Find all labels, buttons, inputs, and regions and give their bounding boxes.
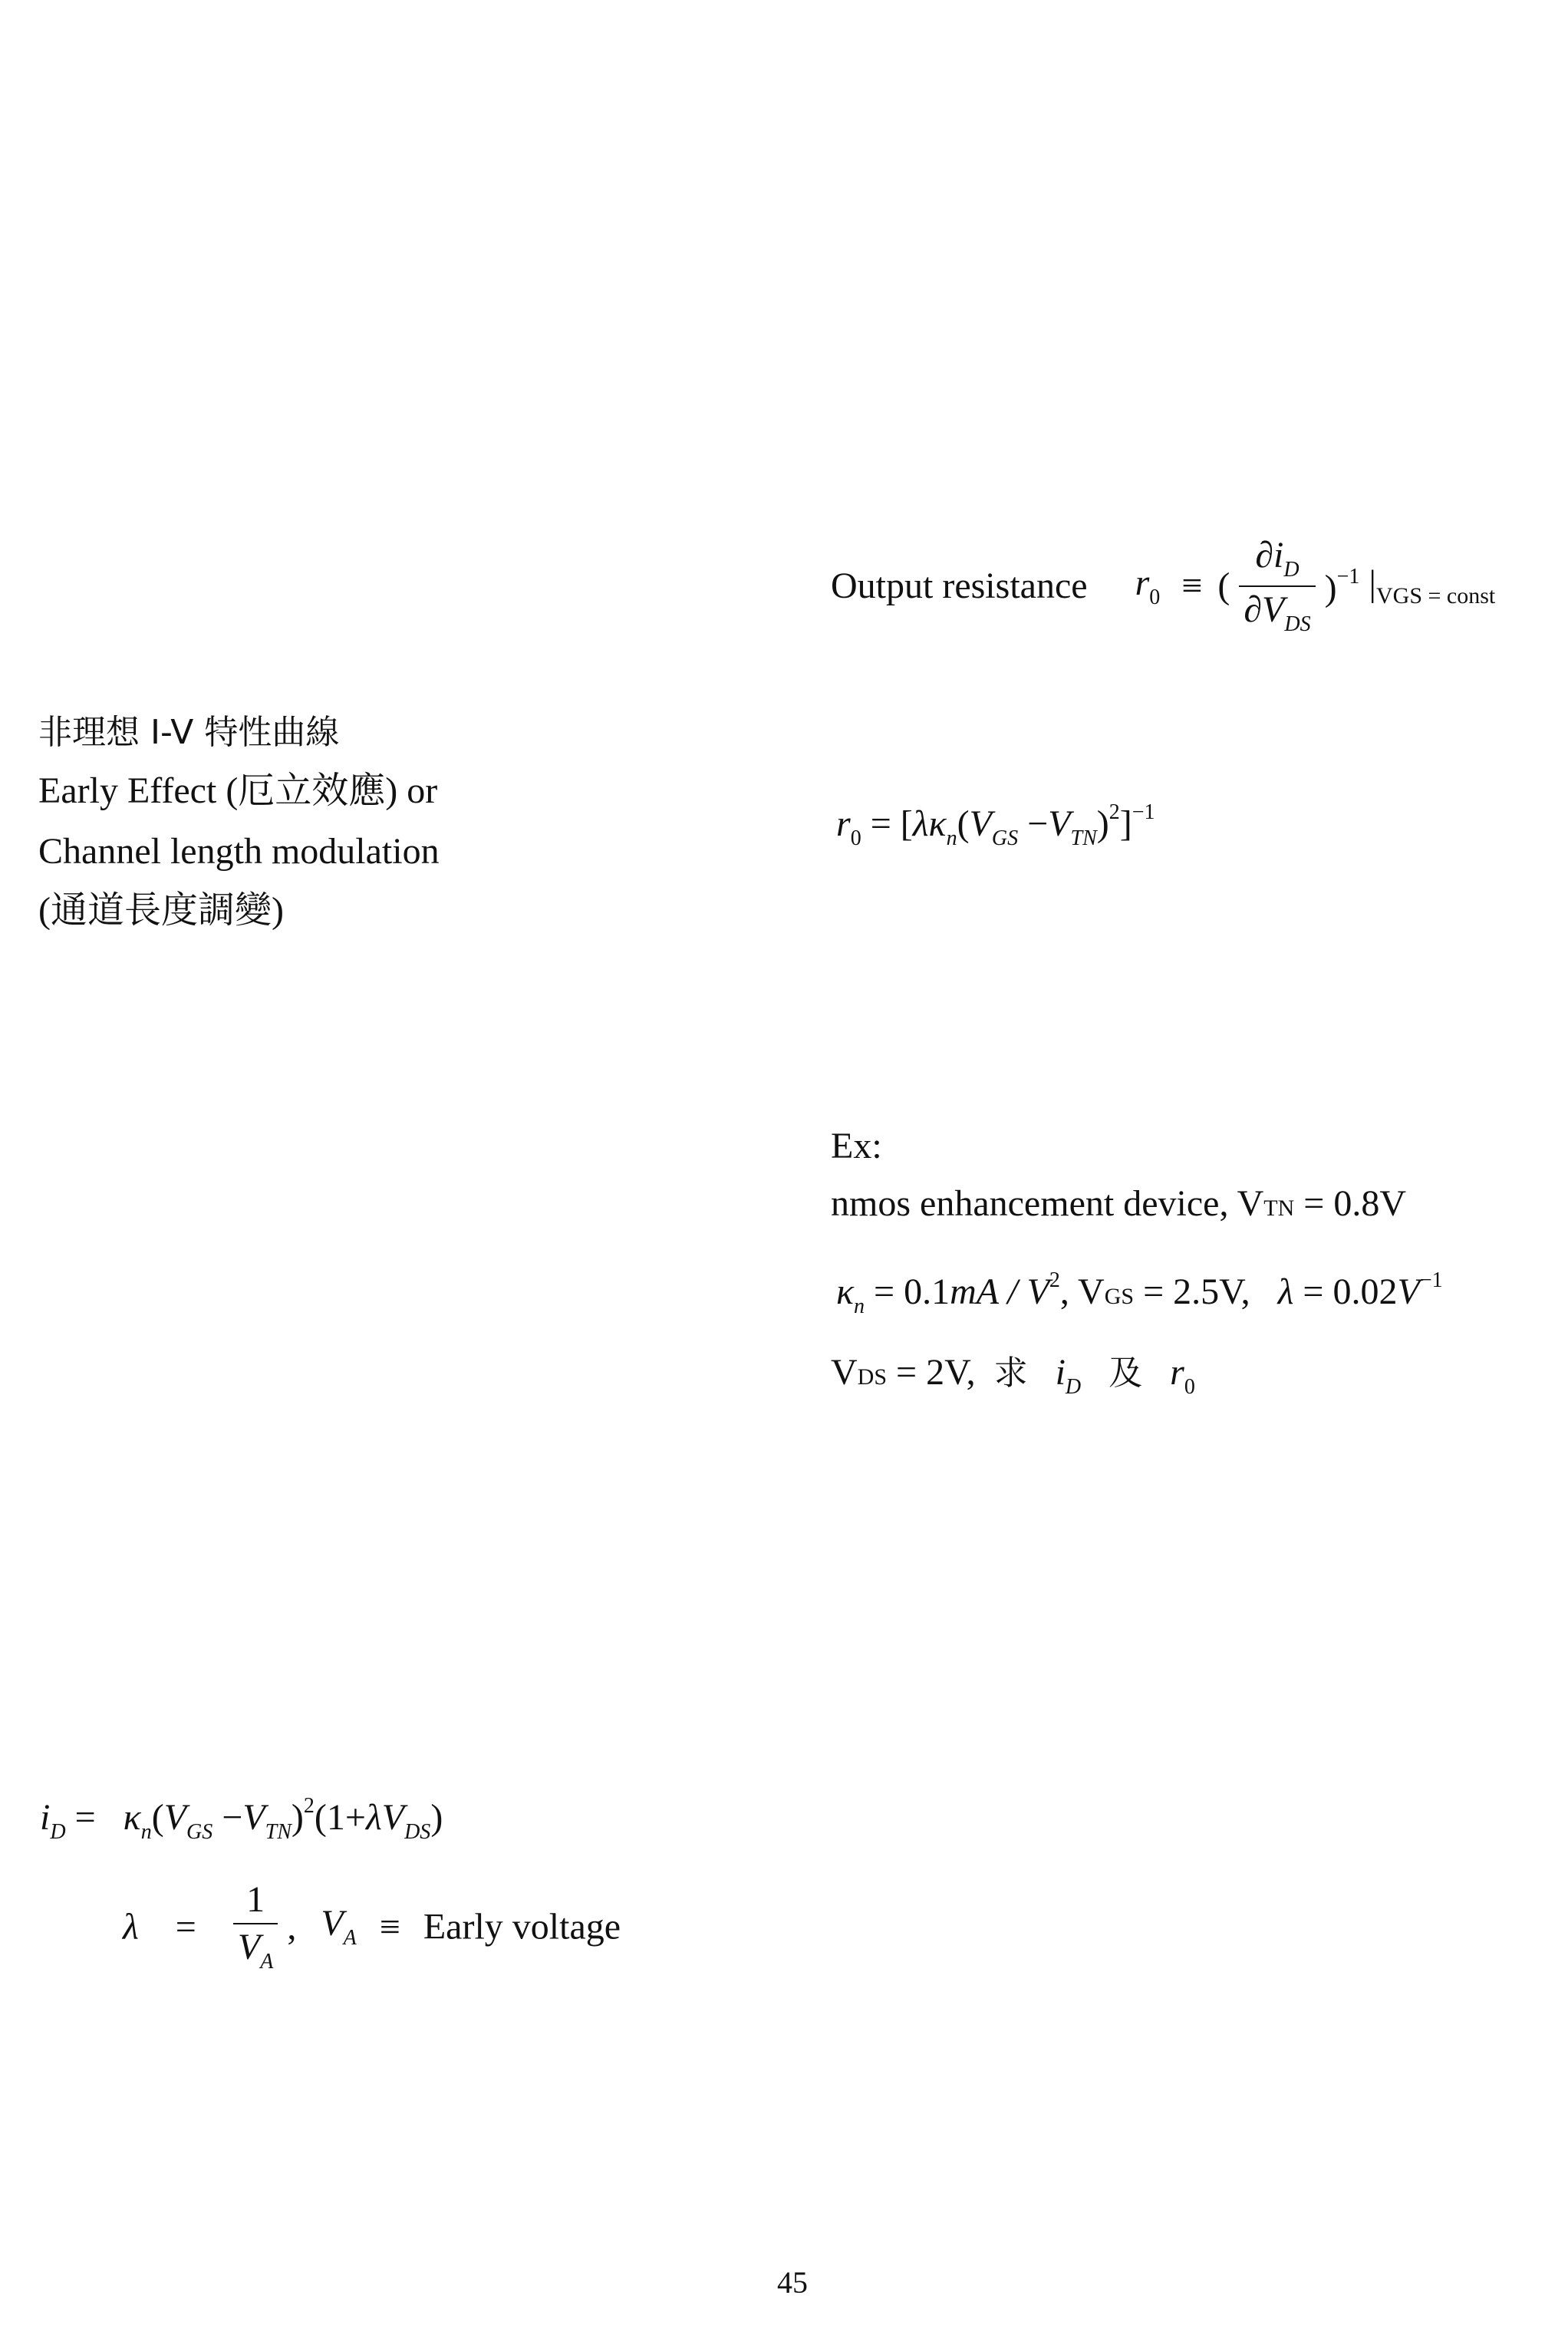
heading-line-4: (通道長度調變) <box>38 890 284 931</box>
heading-line-2: Early Effect (厄立效應) or <box>38 770 438 811</box>
lambda-fraction: $\frac{1}{V_A}$ <box>233 1881 278 1973</box>
early-voltage-label: Early voltage <box>423 1906 621 1947</box>
example-line-1: nmos enhancement device, VTN = 0.8V <box>831 1183 1406 1224</box>
output-resistance-formula: Output resistance $r_0$ ≡ ( $\frac{\partial i_D}{\partial V_{DS}}$ )$^{-1}$ $|_{VGS = const}$ <box>831 535 1496 636</box>
id-lhs: i <box>40 1797 51 1838</box>
vgs-condition: VGS = const <box>1376 582 1496 608</box>
kappa-symbol: κ <box>123 1797 141 1838</box>
heading-line-3: Channel length modulation <box>38 831 440 872</box>
lambda-symbol: λ <box>123 1906 139 1947</box>
drain-current-formula: $i_D$ = $\kappa_n(V_{GS} -V_{TN})^2(1+\lambda V_{DS})$ <box>40 1794 443 1844</box>
derivative-fraction: $\frac{\partial i_D}{\partial V_{DS}}$ <box>1239 537 1315 635</box>
heading-line-1 <box>38 714 339 750</box>
heading-line-1-text: 非理想 I-V 特性曲線 <box>38 713 340 752</box>
output-resistance-label: Output resistance <box>831 566 1088 606</box>
lambda-formula: λ = $\frac{1}{V_A}$ , $V_A$ ≡ Early voltage <box>123 1879 621 1974</box>
page-number: 45 <box>777 2265 808 2300</box>
id-eq: = <box>74 1797 96 1838</box>
example-title: Ex: <box>831 1126 882 1166</box>
example-line-3: VDS = 2V, 求 $i_D$ 及 $r_0$ <box>831 1352 1195 1399</box>
example-line-2: $\kappa_n = 0.1mA / V^2$, VGS = 2.5V, $\lambda = 0.02V^{-1}$ <box>836 1268 1443 1318</box>
r0-formula: $r_0 = [\lambda\kappa_n(V_{GS} -V_{TN})^2]^{-1}$ <box>836 800 1155 850</box>
